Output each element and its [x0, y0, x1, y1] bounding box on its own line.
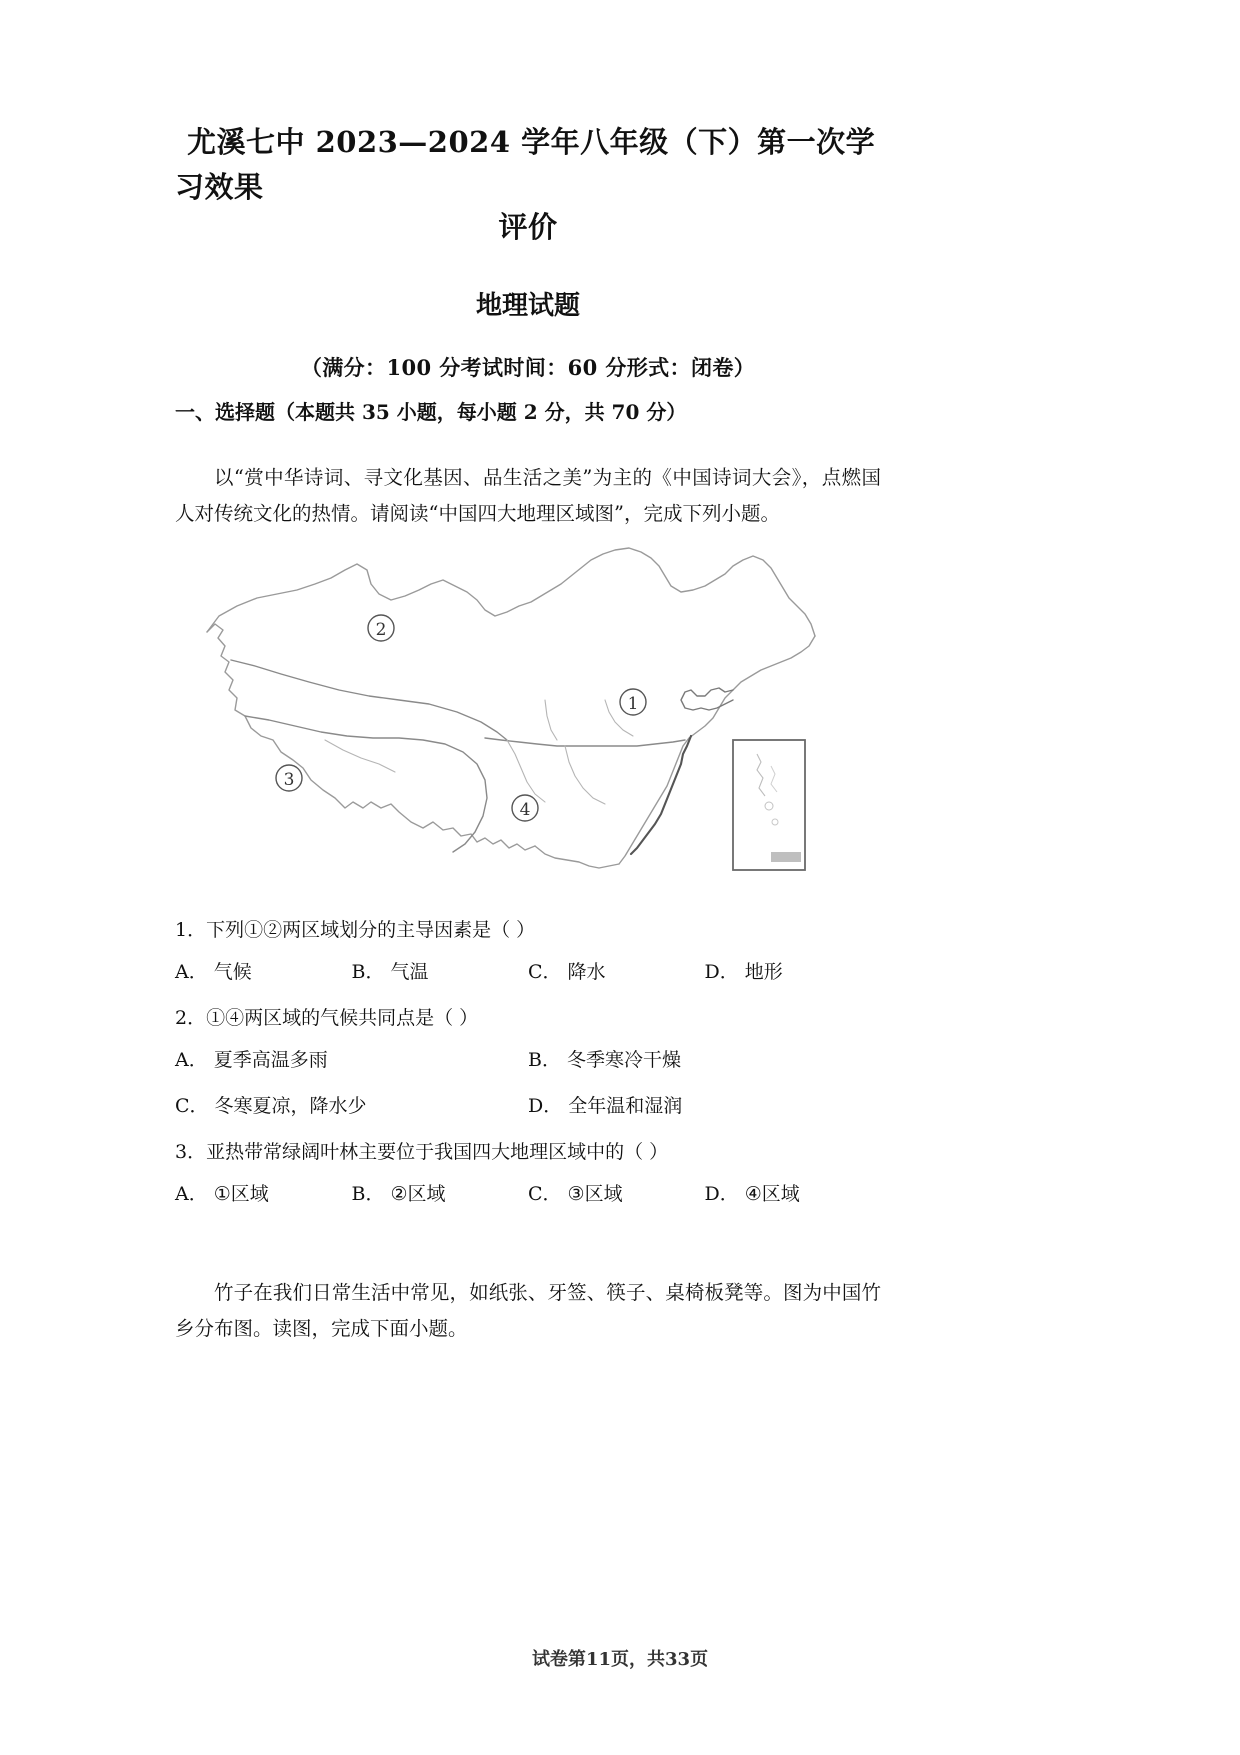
option-text: ②区域 [390, 1183, 446, 1205]
score-info-line: （满分：100 分考试时间：60 分形式：闭卷） [300, 355, 756, 380]
option-label: C． [175, 1095, 209, 1117]
question-2-options-row-2 [175, 1091, 881, 1121]
question-list [175, 915, 881, 1225]
footer-text-before: 试卷第 [531, 1649, 586, 1670]
option-text: 气候 [213, 961, 252, 983]
option-text: ③区域 [567, 1183, 623, 1205]
map-region-label-2 [368, 615, 394, 641]
question-3-option-d[interactable] [705, 1179, 882, 1209]
option-label: B． [528, 1049, 561, 1071]
option-label: B． [351, 961, 385, 983]
option-label: D． [704, 961, 739, 983]
option-text: 夏季高温多雨 [213, 1049, 328, 1071]
page-title-line-2: 评价 [498, 210, 558, 244]
question-2-option-c[interactable] [175, 1091, 528, 1121]
subject-title: 地理试题 [475, 291, 580, 321]
footer-text-after: 页 [690, 1649, 709, 1670]
question-item-3 [175, 1137, 881, 1209]
option-label: A． [175, 961, 208, 983]
option-label: A． [175, 1049, 208, 1071]
map-inset-south-china-sea [733, 740, 805, 870]
svg-text:1: 1 [627, 694, 639, 714]
question-2-stem: 2．①④两区域的气候共同点是（ ） [175, 1007, 479, 1029]
question-1-stem: 1．下列①②两区域划分的主导因素是（ ） [175, 919, 536, 941]
map-region-label-3 [276, 765, 302, 791]
svg-text:4: 4 [519, 800, 531, 820]
option-label: A． [175, 1183, 208, 1205]
question-1-options [175, 957, 881, 987]
option-label: C． [528, 961, 562, 983]
option-text: 降水 [567, 961, 606, 983]
option-label: D． [528, 1095, 563, 1117]
page-footer [0, 1645, 1240, 1671]
china-map-svg [185, 540, 875, 900]
map-region-label-1 [620, 689, 646, 715]
passage-two-text: 竹子在我们日常生活中常见，如纸张、牙签、筷子、桌椅板凳等。图为中国竹乡分布图。读图，完成下面小题。 [175, 1280, 881, 1340]
map-region-label-4 [512, 795, 538, 821]
question-1-option-c[interactable] [528, 957, 705, 987]
footer-text-middle: 页，共 [611, 1649, 665, 1670]
option-text: 气温 [390, 961, 429, 983]
question-3-option-c[interactable] [528, 1179, 705, 1209]
question-3-option-b[interactable] [352, 1179, 529, 1209]
question-1-option-a[interactable] [175, 957, 352, 987]
question-3-options [175, 1179, 881, 1209]
figure-china-four-regions [185, 540, 875, 900]
option-label: C． [528, 1183, 562, 1205]
option-text: 冬寒夏凉，降水少 [214, 1095, 367, 1117]
option-text: 冬季寒冷干燥 [566, 1049, 681, 1071]
option-text: ④区域 [744, 1183, 800, 1205]
question-2-option-a[interactable] [175, 1045, 528, 1075]
option-text: 地形 [744, 961, 783, 983]
page-title-line-1: 尤溪七中 2023—2024 学年八年级（下）第一次学习效果 [175, 125, 876, 204]
svg-text:3: 3 [283, 770, 295, 790]
passage-one-text: 以“赏中华诗词、寻文化基因、品生活之美”为主的《中国诗词大会》，点燃国人对传统文化的热情。请阅读“中国四大地理区域图”，完成下列小题。 [175, 465, 881, 525]
question-1-option-b[interactable] [352, 957, 529, 987]
option-label: B． [351, 1183, 385, 1205]
footer-page-total: 33 [665, 1649, 691, 1670]
svg-text:2: 2 [375, 620, 387, 640]
option-text: 全年温和湿润 [568, 1095, 683, 1117]
question-2-option-b[interactable] [528, 1045, 881, 1075]
passage-two [175, 1255, 881, 1366]
footer-page-current: 11 [585, 1649, 611, 1670]
question-2-options-row-1 [175, 1045, 881, 1075]
question-2-option-d[interactable] [528, 1091, 881, 1121]
passage-one [175, 440, 881, 551]
question-3-stem: 3．亚热带常绿阔叶林主要位于我国四大地理区域中的（ ） [175, 1141, 669, 1163]
question-item-1 [175, 915, 881, 987]
question-3-option-a[interactable] [175, 1179, 352, 1209]
section-heading-multiple-choice: 一、选择题（本题共 35 小题，每小题 2 分，共 70 分） [175, 400, 687, 424]
question-1-option-d[interactable] [705, 957, 882, 987]
question-item-2 [175, 1003, 881, 1121]
option-label: D． [704, 1183, 739, 1205]
option-text: ①区域 [213, 1183, 269, 1205]
